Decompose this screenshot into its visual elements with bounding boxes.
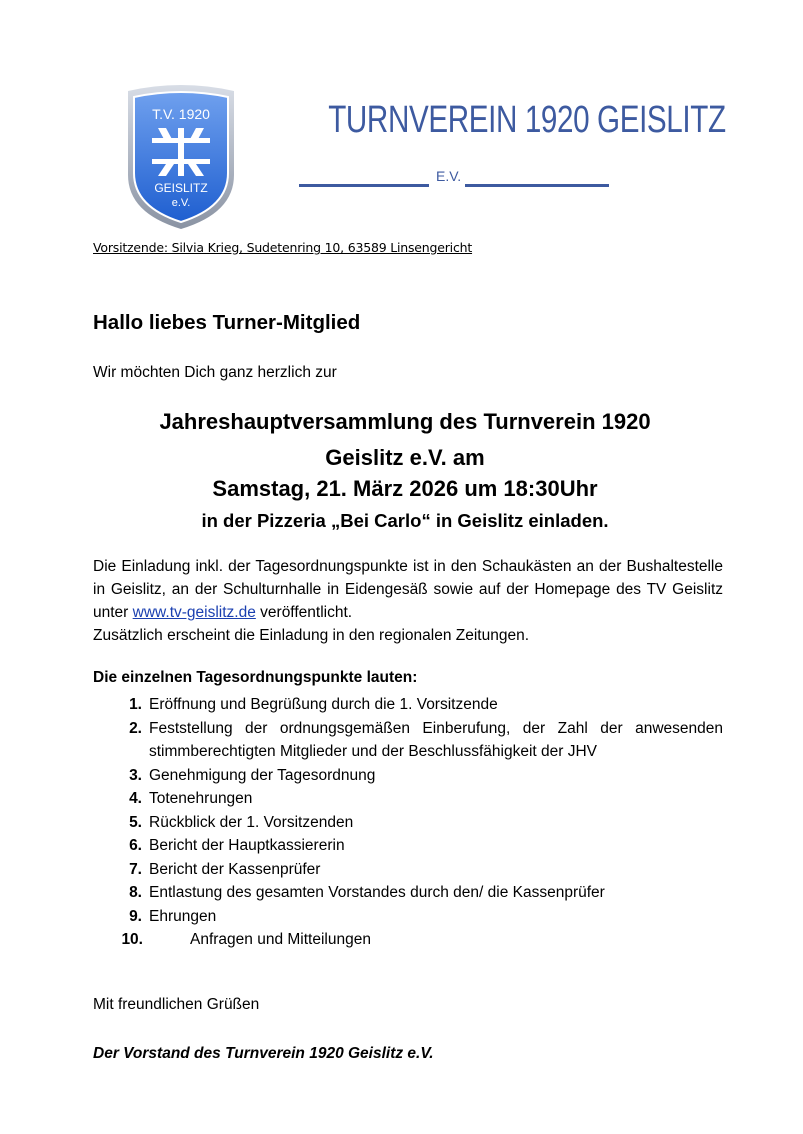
agenda-item [93,764,723,788]
closing-greeting: Mit freundlichen Grüßen [93,996,260,1013]
agenda-item-text: Anfragen und Mitteilungen [190,931,371,948]
banner-title: TURNVEREIN 1920 GEISLITZ [328,99,726,141]
agenda-item [93,858,723,882]
agenda-item-text: Bericht der Kassenprüfer [149,860,321,878]
headline-line-1: Jahreshauptversammlung des Turnverein 1920 [159,409,651,434]
agenda-item-number: 9. [129,907,142,925]
club-banner [293,98,726,198]
agenda-item [93,905,723,929]
agenda-item-number: 6. [129,837,142,854]
banner-divider-left [299,184,429,187]
agenda-item-number: 8. [129,884,142,901]
agenda-item-text: Bericht der Hauptkassiererin [149,837,345,854]
newspaper-note: Zusätzlich erscheint die Einladung in den regionalen Zeitungen. [93,627,530,644]
logo-suffix: e.V. [171,197,191,209]
invitation-paragraph [93,555,723,647]
intro-text: Wir möchten Dich ganz herzlich zur [93,364,337,381]
agenda-item [93,693,723,717]
agenda-item-number: 1. [129,696,142,713]
agenda-item-text: Entlastung des gesamten Vorstandes durch den/ die Kassenprüfer [149,884,605,901]
headline-date: Samstag, 21. März 2026 um 18:30Uhr [212,476,598,501]
club-logo [122,83,240,230]
agenda-item-text: Genehmigung der Tagesordnung [149,766,376,784]
logo-bottom-text: GEISLITZ [154,181,208,195]
banner-divider-right [465,184,609,187]
invitation-text: Die Einladung inkl. der Tagesordnungspunkte ist in den Schaukästen an der Bushaltestelle in Geislitz, an der Schulturnhalle in Eidengesäß sowie auf der Homepage des TV Geislitz unter [93,558,723,621]
agenda-item [93,787,723,811]
agenda-item [93,717,723,764]
logo-top-text: T.V. 1920 [152,106,210,122]
homepage-link[interactable]: www.tv-geislitz.de [132,604,256,621]
headline-location: in der Pizzeria „Bei Carlo“ in Geislitz einladen. [201,510,609,531]
invitation-text-end: veröffentlicht. [260,604,353,621]
greeting: Hallo liebes Turner-Mitglied [93,311,361,334]
agenda-item-text: Ehrungen [149,907,217,925]
agenda-item-number: 5. [129,813,142,831]
agenda-item-number: 2. [129,719,142,737]
agenda-item-text: Feststellung der ordnungsgemäßen Einberufung, der Zahl der anwesenden stimmberechtigten Mitglieder und der Beschlussfähigkeit der JHV [149,719,723,760]
agenda-item-text: Totenehrungen [149,790,253,807]
agenda-item-number: 3. [129,766,142,784]
agenda-item [93,928,723,952]
signature: Der Vorstand des Turnverein 1920 Geislitz e.V. [93,1045,434,1062]
agenda-item-number: 4. [129,790,142,807]
agenda-item [93,811,723,835]
agenda-item-text: Eröffnung und Begrüßung durch die 1. Vorsitzende [149,696,498,713]
chair-address-line: Vorsitzende: Silvia Krieg, Sudetenring 10, 63589 Linsengericht [93,240,473,255]
agenda-item-text: Rückblick der 1. Vorsitzenden [149,813,354,831]
agenda-title: Die einzelnen Tagesordnungspunkte lauten: [93,669,418,686]
agenda-list [93,693,723,952]
headline-line-2: Geislitz e.V. am [325,445,485,470]
agenda-item-number: 10. [121,931,143,948]
agenda-item [93,834,723,858]
agenda-item [93,881,723,905]
banner-ev: E.V. [436,168,462,184]
agenda-item-number: 7. [129,860,142,878]
